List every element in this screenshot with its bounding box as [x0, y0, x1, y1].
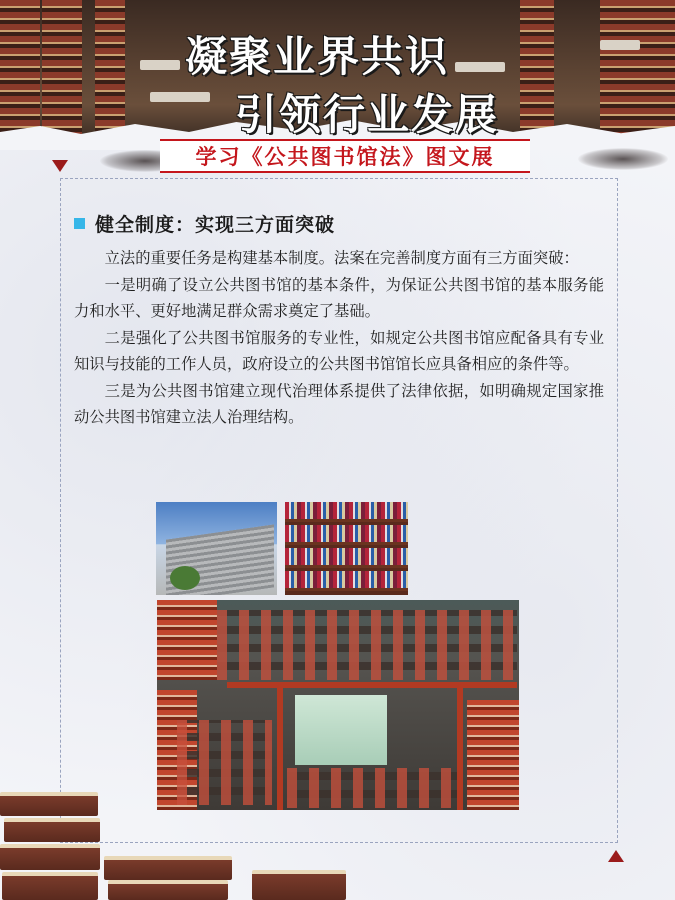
triangle-up-icon — [608, 850, 624, 862]
header-desk — [600, 40, 640, 50]
book — [104, 856, 232, 880]
hall-upper-tables — [217, 610, 517, 680]
paragraph-second: 二是强化了公共图书馆服务的专业性，如规定公共图书馆应配备具有专业知识与技能的工作人员，政府设立的公共图书馆馆长应具备相应的条件等。 — [74, 328, 604, 373]
square-bullet-icon — [74, 218, 85, 229]
bookshelves-photo — [285, 502, 408, 595]
section-body — [74, 245, 604, 431]
book — [0, 792, 98, 816]
book-stack-decoration — [0, 790, 360, 900]
book — [2, 872, 98, 900]
hall-balcony — [227, 682, 517, 688]
subtitle-banner — [160, 139, 530, 173]
hall-bookstack — [467, 700, 519, 810]
subtitle-text: 学习《公共图书馆法》图文展 — [195, 145, 495, 169]
shelf-row — [285, 548, 408, 568]
header-desk — [455, 62, 505, 72]
book — [4, 818, 100, 842]
hall-balcony — [457, 688, 463, 810]
main-title-line-2: 引领行业发展 — [235, 90, 500, 139]
book — [108, 880, 228, 900]
hall-glass-wall — [295, 695, 387, 765]
main-title-line-1: 凝聚业界共识 — [185, 32, 450, 81]
shelf-row — [285, 502, 408, 522]
reading-hall-photo — [157, 600, 519, 810]
book — [252, 870, 346, 900]
header-desk — [140, 60, 180, 70]
hall-bookstack — [157, 600, 217, 680]
ink-blot-right — [578, 148, 668, 170]
section-heading-text: 健全制度：实现三方面突破 — [95, 214, 336, 236]
tree — [170, 566, 200, 590]
paragraph-first: 一是明确了设立公共图书馆的基本条件，为保证公共图书馆的基本服务能力和水平、更好地满足群众需求奠定了基础。 — [74, 275, 604, 320]
paragraph-intro: 立法的重要任务是构建基本制度。法案在完善制度方面有三方面突破： — [104, 249, 579, 267]
section-heading — [74, 210, 335, 237]
paragraph-third: 三是为公共图书馆建立现代治理体系提供了法律依据，如明确规定国家推动公共图书馆建立法人治理结构。 — [74, 381, 604, 426]
header-desk — [150, 92, 210, 102]
shelf-row — [285, 571, 408, 591]
book — [0, 844, 100, 870]
triangle-down-icon — [52, 160, 68, 172]
library-building-photo — [156, 502, 277, 595]
shelf-row — [285, 525, 408, 545]
header-bookshelf-right-2 — [600, 0, 675, 150]
